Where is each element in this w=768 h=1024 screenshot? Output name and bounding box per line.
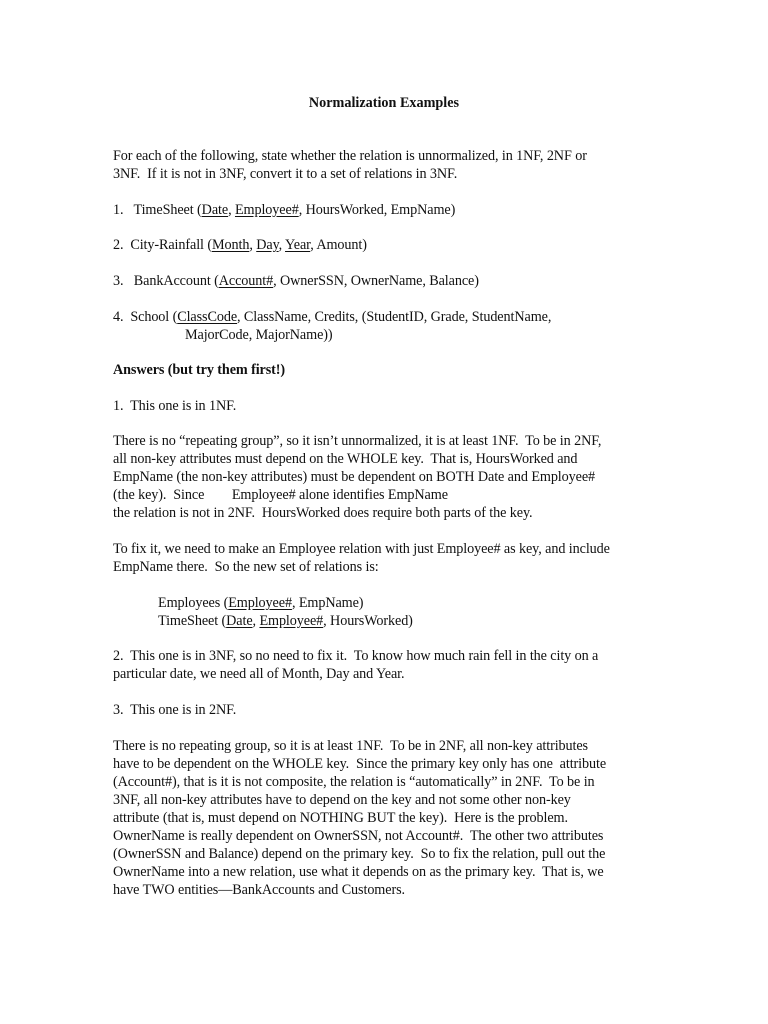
r1-key-employee: Employee# <box>228 595 292 611</box>
q1-key-date: Date <box>201 202 229 218</box>
answer-3-heading: 3. This one is in 2NF. <box>113 702 237 718</box>
answer-3-line-9: have TWO entities—BankAccounts and Customers. <box>113 882 405 898</box>
answer-3-line-7: (OwnerSSN and Balance) depend on the primary key. So to fix the relation, pull out the <box>113 846 606 862</box>
q2-sep-2: , <box>278 237 286 253</box>
q1-sep: , <box>228 202 235 218</box>
q1-key-employee: Employee# <box>234 202 299 218</box>
question-2 <box>113 236 367 254</box>
q1-rest: , HoursWorked, EmpName) <box>298 202 456 218</box>
question-1 <box>113 201 455 219</box>
r2-prefix: TimeSheet ( <box>158 613 227 629</box>
q2-prefix: 2. City-Rainfall ( <box>113 237 212 253</box>
page-title: Normalization Examples <box>308 95 460 111</box>
q2-sep-1: , <box>249 237 257 253</box>
q3-key-account: Account# <box>218 273 274 289</box>
answer-3-line-2: have to be dependent on the WHOLE key. Since the primary key only has one attribute <box>113 756 607 772</box>
answer-1-fix-line-1: To fix it, we need to make an Employee relation with just Employee# as key, and include <box>113 541 610 557</box>
question-3 <box>113 272 479 290</box>
intro-line-1: For each of the following, state whether the relation is unnormalized, in 1NF, 2NF or <box>113 148 587 164</box>
question-4-line-2: MajorCode, MajorName)) <box>185 327 333 343</box>
r2-key-date: Date <box>226 613 253 629</box>
answer-1-line-3: EmpName (the non-key attributes) must be dependent on BOTH Date and Employee# <box>113 469 596 485</box>
answer-3-line-3: (Account#), that is it is not composite, the relation is “automatically” in 2NF. To be in <box>113 774 595 790</box>
answer-3-line-6: OwnerName is really dependent on OwnerSSN, not Account#. The other two attributes <box>113 828 604 844</box>
answers-heading: Answers (but try them first!) <box>113 362 286 378</box>
r1-rest: , EmpName) <box>291 595 364 611</box>
relation-employees <box>158 594 363 612</box>
answer-1-line-2: all non-key attributes must depend on the WHOLE key. That is, HoursWorked and <box>113 451 578 467</box>
answer-1-line-5: the relation is not in 2NF. HoursWorked does require both parts of the key. <box>113 505 533 521</box>
r2-sep: , <box>252 613 260 629</box>
r2-rest: , HoursWorked) <box>323 613 413 629</box>
r2-key-employee: Employee# <box>259 613 324 629</box>
q3-rest: , OwnerSSN, OwnerName, Balance) <box>273 273 479 289</box>
q4-prefix: 4. School ( <box>113 309 178 325</box>
r1-prefix: Employees ( <box>158 595 229 611</box>
answer-1-fix-line-2: EmpName there. So the new set of relations is: <box>113 559 379 575</box>
question-4 <box>113 308 551 326</box>
q4-rest: , ClassName, Credits, (StudentID, Grade, StudentName, <box>237 309 552 325</box>
q2-key-day: Day <box>256 237 279 253</box>
answer-3-line-4: 3NF, all non-key attributes have to depend on the key and not some other non-key <box>113 792 571 808</box>
answer-3-line-8: OwnerName into a new relation, use what it depends on as the primary key. That is, we <box>113 864 604 880</box>
q2-key-year: Year <box>285 237 311 253</box>
answer-2-line-1: 2. This one is in 3NF, so no need to fix it. To know how much rain fell in the city on a <box>113 648 599 664</box>
answer-1-line-4: (the key). Since Employee# alone identifies EmpName <box>113 487 448 503</box>
relation-timesheet <box>158 612 413 630</box>
q1-prefix: 1. TimeSheet ( <box>113 202 202 218</box>
answer-1-line-1: There is no “repeating group”, so it isn’t unnormalized, it is at least 1NF. To be in 2NF, <box>113 433 602 449</box>
intro-line-2: 3NF. If it is not in 3NF, convert it to a set of relations in 3NF. <box>113 166 458 182</box>
q3-prefix: 3. BankAccount ( <box>113 273 219 289</box>
answer-2-line-2: particular date, we need all of Month, Day and Year. <box>113 666 405 682</box>
answer-3-line-5: attribute (that is, must depend on NOTHING BUT the key). Here is the problem. <box>113 810 568 826</box>
q2-rest: , Amount) <box>310 237 367 253</box>
q4-key-classcode: ClassCode <box>177 309 238 325</box>
q2-key-month: Month <box>211 237 250 253</box>
answer-1-heading: 1. This one is in 1NF. <box>113 398 237 414</box>
answer-3-line-1: There is no repeating group, so it is at least 1NF. To be in 2NF, all non-key attributes <box>113 738 588 754</box>
